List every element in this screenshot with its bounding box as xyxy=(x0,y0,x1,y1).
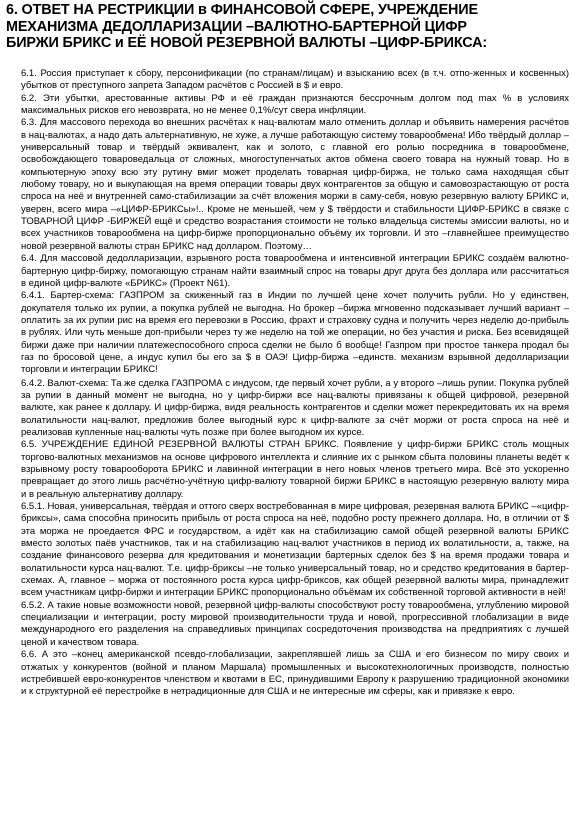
paragraph-6-4-2: 6.4.2. Валют-схема: Та же сделка ГАЗПРОМА с индусом, где первый хочет рубли, а у второго –лишь рупии. Покупка рублей за рупии в данный момент не выгодна, но у цифр-биржи все нац-валюты привязаны к общей цифровой, резервной валюте, как ранее к доллару. И цифр-биржа, видя реальность контрагентов и сделки может перекредитовать их на время волатильности нац-валют, предложив более выгодный курс к цифр-валюте за счёт моржи от роста спроса на неё и реализовав купленные нац-валюты чуть позже при более выгодном их курсе. xyxy=(21,377,569,438)
paragraph-6-3: 6.3. Для массового перехода во внешних расчётах к нац-валютам мало отменить доллар и объявить намерения расчётов в нац-валютах, а надо дать альтернативную, не хуже, а лучше работающую систему товарообмена! Ибо твёрдый доллар –универсальный товар и твёрдый эквивалент, как и золото, с главной его ролью посредника в товарообмене, освобождающего товароведальца от сложных, многоступенчатых актов обмена своего товара на нужный товар. Но в компьютерную эпоху всю эту рутину вмиг может проделать товарная цифр-биржа, не только сама находящая сбыт любому товару, но и выкупающая на время операции товары двух контрагентов за общую и самовозрастающую от роста спроса на неё и внутренней само-стабилизации за счёт вложения моржи в саму-себя, новую резервную валюту БРИКС и, уверен, всего мира –«ЦИФР-БРИКСы»!.. Кроме не меньшей, чем у $ твёрдости и стабильности ЦИФР-БРИКС в связке с ТОВАРНОЙ ЦИФР -БИРЖЕЙ ещё и средство возрастания стоимости не только владельца системы эмиссии валюты, но и всех участников товарообмена на цифр-бирже пропорционально объёму их торговли. И это –главнейшее преимущество новой резервной валюты стран БРИКС над долларом. Поэтому… xyxy=(21,117,569,252)
paragraph-6-5-2: 6.5.2. А такие новые возможности новой, резервной цифр-валюты способствуют росту товарообмена, углублению мировой специализации и интеграции, росту мировой производительности труда и новой, прогрессивной глобализации в виде международного его разделения на справедливых принципах сосредоточения производства на предприятиях с лучшей ценой и качеством товара. xyxy=(21,599,569,648)
paragraph-6-5: 6.5. УЧРЕЖДЕНИЕ ЕДИНОЙ РЕЗЕРВНОЙ ВАЛЮТЫ СТРАН БРИКС. Появление у цифр-биржи БРИКС столь мощных торгово-валютных механизмов на основе цифрового интеллекта и слияние их с рынком сбыта половины планеты ведёт к взрывному росту товарооборота БРИКС и лавинной интеграции в него новых членов третьего мира. Всё это ускоренно превращает до этого лишь расчётно-учётную цифр-валюту товарной биржи БРИКС в настоящую резервную валюту мира и в реальную альтернативу доллару. xyxy=(21,439,569,500)
section-heading xyxy=(6,2,572,52)
paragraph-6-6: 6.6. А это –конец американской псевдо-глобализации, закреплявшей лишь за США и его бизнесом по миру своих и отжатых у конкурентов (войной и планом Маршала) промышленных и высокотехнологичных производств, полностью истребившей евро-конкурентов членством и квотами в ЕС, принудившими Европу к разрушению традиционной экономики и к структурной её перестройке в нетрадиционные для США и не интересные им сферы, как и привязке к евро. xyxy=(21,649,569,698)
paragraph-6-4: 6.4. Для массовой дедолларизации, взрывного роста товарообмена и интенсивной интеграции БРИКС создаём валютно-бартерную цифр-биржу, помогающую странам найти взаимный спрос на товары друг друга без доллара или рассчитаться в единой цифр-валюте «БРИКС» (Проект N61). xyxy=(21,253,569,289)
paragraph-6-2: 6.2. Эти убытки, арестованные активы РФ и её граждан признаются бессрочным долгом под max % в условиях максимальных рисков его невозврата, но не менее 0,1%/сут свера инфляции. xyxy=(21,92,569,117)
paragraph-6-4-1: 6.4.1. Бартер-схема: ГАЗПРОМ за скиженный газ в Индии по лучшей цене хочет получить рубли. Но у единствен, докупателя только их рупии, а покупка рублей не выгодна. Но брокер –биржа мгновенно подсказывает лучший вариант –оплатить за их рупии рис на время его перевозки в Россию, фрахт и страховку судна и получить через неделю до-прибыль в рублях. Или чуть меньше доп-прибыли через ту же неделю на той же операции, но без участия и риска. Без всевидящей биржи даже при наличии платежеспособного спроса сделки не было б вообще! Газпром при простое танкера продал бы газ по бросовой цене, а индус купил бы его за $ в ОАЭ! Цифр-биржа –единств. механизм взрывной дедолларизации торговли и интеграции БРИКС! xyxy=(21,290,569,376)
heading-line-2: МЕХАНИЗМА ДЕДОЛЛАРИЗАЦИИ –ВАЛЮТНО-БАРТЕРНОЙ ЦИФР xyxy=(6,18,467,35)
document-body xyxy=(21,68,569,699)
heading-line-1: 6. ОТВЕТ НА РЕСТРИКЦИИ в ФИНАНСОВОЙ СФЕРЕ, УЧРЕЖДЕНИЕ xyxy=(6,2,478,18)
paragraph-6-1: 6.1. Россия приступает к сбору, персонификации (по странам/лицам) и взысканию всех (в т.ч. отпо-женных и косвенных) убытков от преступного запрета Западом расчётов с Россией в $ и евро. xyxy=(21,68,569,92)
heading-line-3: БИРЖИ БРИКС и ЕЁ НОВОЙ РЕЗЕРВНОЙ ВАЛЮТЫ –ЦИФР-БРИКСА: xyxy=(6,35,488,51)
paragraph-6-5-1: 6.5.1. Новая, универсальная, твёрдая и оттого сверх востребованная в мире цифровая, резервная валюта БРИКС –«цифр-бриксы», сама способна приносить прибыль от роста спроса на неё, подобно росту прежнего доллара. Но, в отличии от $ эта моржа не проедается ФРС и государством, а идёт как на стабилизацию самой общей резервной валюты БРИКС вместо золотых паёв участников, так и на стабилизацию нац-валют участников в период их волатильности, а, также, на создание финансового резерва для кредитования и монетизации бартерных сделок без $ на время продажи товара и волатильности курса нац-валют. Т.е. цифр-бриксы –не только универсальный товар, но и средство кредитования в бартер-схемах. А, главное – моржа от постоянного роста курса цифр-бриксов, как общей резервной валюты мира, принадлежит всем участникам цифр-биржи и интеграции БРИКС пропорционально объёмам их собственной торговой активности в ней! xyxy=(21,501,569,599)
